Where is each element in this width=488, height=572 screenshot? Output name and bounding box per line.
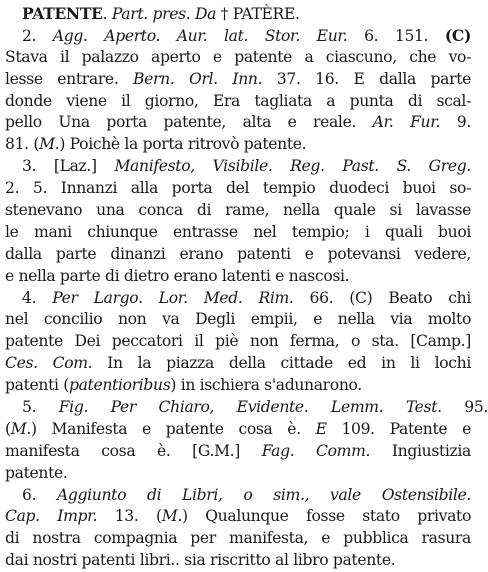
text-run: 109. Patente e bbox=[326, 419, 471, 438]
italic-text: M. bbox=[161, 507, 182, 526]
text-run: 6. 151. bbox=[347, 26, 445, 45]
italic-text: Aggiunto di Libri, o sim., vale Ostensibile. bbox=[56, 485, 471, 504]
italic-text: M. bbox=[10, 419, 31, 438]
text-run: 2. bbox=[22, 26, 53, 45]
text-line bbox=[5, 112, 471, 134]
dictionary-entry bbox=[5, 3, 488, 572]
text-run: 81. ( bbox=[5, 135, 40, 154]
text-line bbox=[5, 397, 488, 419]
text-run: patenti ( bbox=[5, 376, 69, 395]
text-line bbox=[5, 156, 471, 178]
text-run: le mani chiunque entrasse nel tempio; i quali buoi bbox=[5, 222, 471, 241]
text-run: 5. bbox=[21, 398, 59, 417]
text-line bbox=[5, 3, 471, 25]
text-run: 37. 16. E dalla parte bbox=[262, 69, 471, 88]
text-run: 13. ( bbox=[97, 507, 162, 526]
text-run: ) Poichè la porta ritrovò patente. bbox=[59, 135, 307, 154]
text-run: 4. bbox=[22, 288, 53, 307]
text-run: 95. bbox=[441, 398, 488, 417]
text-run: dai nostri patenti libri.. sia riscritto al libro patente. bbox=[5, 551, 396, 570]
text-run: patente Dei peccatori il piè non ferma, o sta. [Camp.] bbox=[5, 332, 471, 351]
text-run: patente. bbox=[5, 463, 68, 482]
italic-text: Fag. Comm. bbox=[261, 441, 371, 460]
text-line bbox=[5, 222, 471, 244]
text-run: stenevano una conca di rame, nella quale si lavasse bbox=[5, 201, 471, 220]
italic-text: Manifesto, Visibile. Reg. Past. S. Greg. bbox=[114, 157, 471, 176]
text-run: 6. bbox=[22, 485, 57, 504]
text-run: ) Manifesta e patente cosa è. bbox=[30, 419, 316, 438]
text-run: ) Qualunque fosse stato privato bbox=[181, 507, 472, 526]
text-line bbox=[5, 375, 471, 397]
text-line bbox=[5, 69, 471, 91]
italic-text: Ces. Com. bbox=[5, 354, 93, 373]
text-line bbox=[5, 528, 471, 550]
text-run: pello Una porta patente, alta e reale. bbox=[5, 113, 373, 132]
italic-text: E bbox=[315, 419, 327, 438]
text-run: 9. bbox=[440, 113, 471, 132]
text-run: . bbox=[102, 5, 112, 23]
text-line bbox=[5, 463, 471, 485]
text-line bbox=[5, 550, 471, 572]
text-run: Stava il palazzo aperto e patente a ciascuno, che vo- bbox=[5, 47, 471, 66]
italic-text: Per Largo. Lor. Med. Rim. bbox=[52, 288, 294, 307]
text-line bbox=[5, 266, 471, 288]
headword: PATENTE bbox=[22, 4, 103, 23]
text-run: manifesta cosa è. [G.M.] bbox=[5, 441, 262, 460]
text-run: In la piazza della cittade ed in li lochi bbox=[92, 354, 471, 373]
text-line bbox=[5, 331, 471, 353]
italic-text: Cap. Impr. bbox=[5, 507, 98, 526]
text-line bbox=[5, 419, 471, 441]
text-run: 66. (C) Beato chi bbox=[293, 288, 471, 307]
text-line bbox=[5, 288, 471, 310]
text-line bbox=[5, 178, 471, 200]
text-run: Ingiustizia bbox=[370, 441, 471, 460]
text-line bbox=[5, 441, 471, 463]
text-run: 3. [Laz.] bbox=[22, 157, 115, 176]
headword: (C) bbox=[444, 25, 471, 45]
italic-text: M. bbox=[39, 135, 60, 154]
text-line bbox=[5, 91, 471, 113]
italic-text: patentioribus bbox=[68, 376, 171, 395]
text-run: † PATÈRE. bbox=[216, 5, 300, 23]
text-line bbox=[5, 134, 471, 156]
text-line bbox=[5, 506, 471, 528]
text-run: di nostra compagnia per manifesta, e pubblica rasura bbox=[5, 529, 471, 548]
text-line bbox=[5, 47, 471, 69]
italic-text: Agg. Aperto. Aur. lat. Stor. Eur. bbox=[52, 26, 348, 45]
italic-text: Part. pres. Da bbox=[111, 5, 217, 23]
text-line bbox=[5, 244, 471, 266]
text-run: lesse entrare. bbox=[5, 69, 134, 88]
italic-text: Ar. Fur. bbox=[372, 113, 441, 132]
text-line bbox=[5, 485, 471, 507]
text-line bbox=[5, 200, 471, 222]
text-line bbox=[5, 25, 471, 47]
text-run: 2. 5. Innanzi alla porta del tempio duodeci buoi so- bbox=[5, 179, 471, 198]
text-run: dalla parte dinanzi erano patenti e potevansi vedere, bbox=[5, 244, 471, 263]
text-line bbox=[5, 353, 471, 375]
text-line bbox=[5, 309, 471, 331]
text-run: ) in ischiera s'adunarono. bbox=[170, 376, 362, 395]
text-run: ( bbox=[5, 419, 11, 438]
italic-text: Fig. Per Chiaro, Evidente. Lemm. Test. bbox=[58, 398, 442, 417]
italic-text: Bern. Orl. Inn. bbox=[133, 69, 263, 88]
text-run: nel concilio non va Degli empii, e nella via molto bbox=[5, 310, 471, 329]
text-run: donde viene il giorno, Era tagliata a punta di scal- bbox=[5, 91, 471, 110]
text-run: e nella parte di dietro erano latenti e nascosi. bbox=[5, 266, 350, 285]
